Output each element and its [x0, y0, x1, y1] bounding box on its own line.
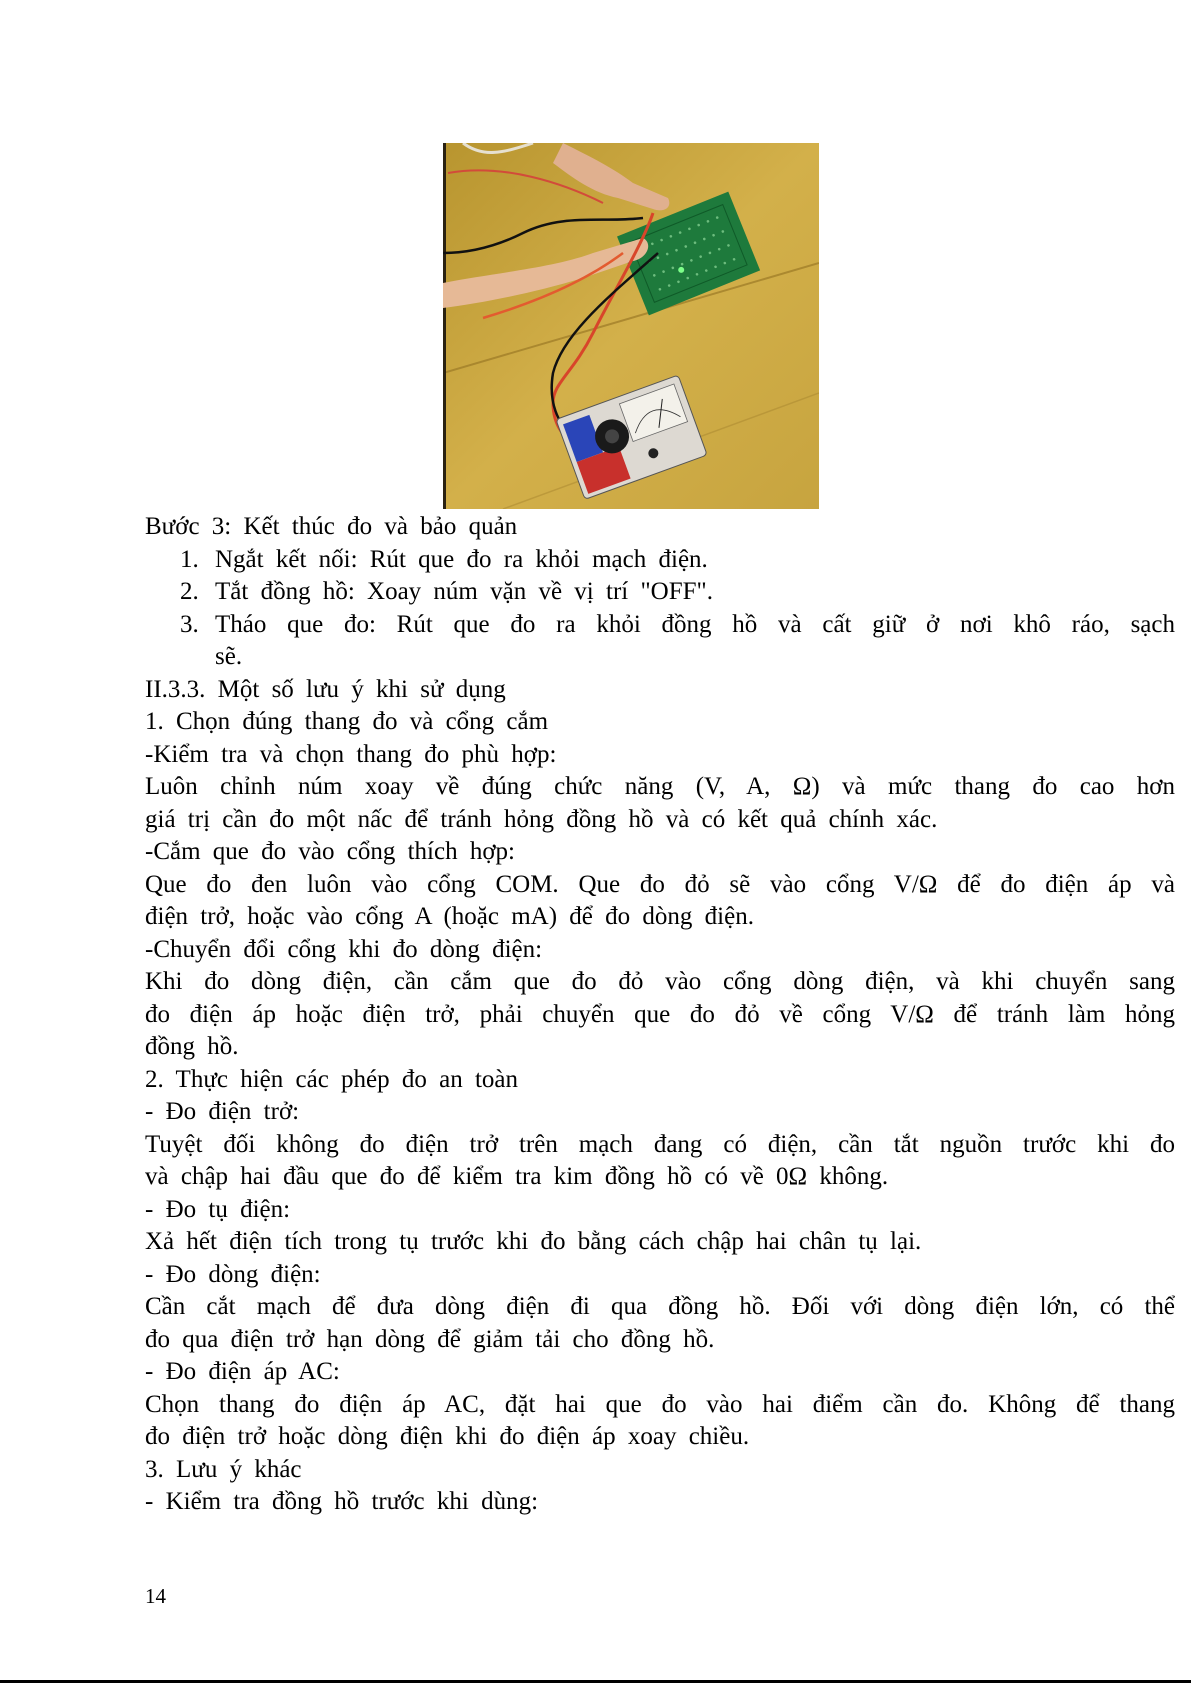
section-heading: II.3.3. Một số lưu ý khi sử dụng — [145, 675, 506, 703]
list-item: 1. Ngắt kết nối: Rút que đo ra khỏi mạch điện. — [180, 545, 708, 573]
note-subheading: -Chuyển đổi cổng khi đo dòng điện: — [145, 935, 543, 963]
step3-list — [145, 544, 1175, 674]
subsection-heading: 2. Thực hiện các phép đo an toàn — [145, 1065, 519, 1093]
note-subheading: - Đo dòng điện: — [145, 1260, 321, 1288]
paragraph-line: Xả hết điện tích trong tụ trước khi đo bằng cách chập hai chân tụ lại. — [145, 1228, 922, 1255]
page-content — [145, 511, 1175, 1519]
paragraph-line: giá trị cần đo một nấc để tránh hỏng đồng hồ và có kết quả chính xác. — [145, 805, 938, 833]
note-subheading: -Kiểm tra và chọn thang đo phù hợp: — [145, 740, 557, 768]
note-subheading: - Đo điện trở: — [145, 1098, 300, 1125]
list-item: 2. Tắt đồng hồ: Xoay núm vặn về vị trí "OFF". — [180, 578, 713, 605]
paragraph-line: đồng hồ. — [145, 1033, 239, 1060]
note-subheading: - Kiểm tra đồng hồ trước khi dùng: — [145, 1488, 539, 1515]
paragraph-line: đo điện trở hoặc dòng điện khi đo điện áp xoay chiều. — [145, 1423, 750, 1450]
note-subheading: - Đo điện áp AC: — [145, 1358, 340, 1385]
paragraph-line: Chọn thang đo điện áp AC, đặt hai que đo vào hai điểm cần đo. Không để thang — [145, 1390, 1175, 1418]
list-item: 3. Tháo que đo: Rút que đo ra khỏi đồng hồ và cất giữ ở nơi khô ráo, sạch sẽ. — [180, 610, 1175, 670]
paragraph-line: và chập hai đầu que đo để kiểm tra kim đồng hồ có về 0Ω không. — [145, 1163, 889, 1190]
subsection-heading: 3. Lưu ý khác — [145, 1455, 302, 1483]
page-number: 14 — [145, 1584, 166, 1608]
paragraph-line: đo điện áp hoặc điện trở, phải chuyển que đo đỏ về cổng V/Ω để tránh làm hỏng — [145, 1000, 1175, 1028]
paragraph-line: Que đo đen luôn vào cổng COM. Que đo đỏ sẽ vào cổng V/Ω để đo điện áp và — [145, 870, 1175, 898]
paragraph-line: Cần cắt mạch để đưa dòng điện đi qua đồng hồ. Đối với dòng điện lớn, có thể — [145, 1293, 1175, 1320]
paragraph-line: Tuyệt đối không đo điện trở trên mạch đang có điện, cần tắt nguồn trước khi đo — [145, 1130, 1175, 1158]
subsection-heading: 1. Chọn đúng thang đo và cổng cắm — [145, 708, 549, 735]
paragraph-line: Luôn chỉnh núm xoay về đúng chức năng (V, A, Ω) và mức thang đo cao hơn — [145, 773, 1175, 800]
note-subheading: - Đo tụ điện: — [145, 1195, 291, 1223]
step3-heading: Bước 3: Kết thúc đo và bảo quản — [145, 513, 518, 540]
paragraph-line: đo qua điện trở hạn dòng để giảm tải cho đồng hồ. — [145, 1325, 715, 1353]
footer-rule — [0, 1680, 1191, 1683]
paragraph-line: điện trở, hoặc vào cổng A (hoặc mA) để đo dòng điện. — [145, 903, 754, 930]
paragraph-line: Khi đo dòng điện, cần cắm que đo đỏ vào cổng dòng điện, và khi chuyển sang — [145, 968, 1175, 995]
multimeter-measurement-photo — [443, 143, 819, 509]
note-subheading: -Cắm que đo vào cổng thích hợp: — [145, 838, 515, 865]
